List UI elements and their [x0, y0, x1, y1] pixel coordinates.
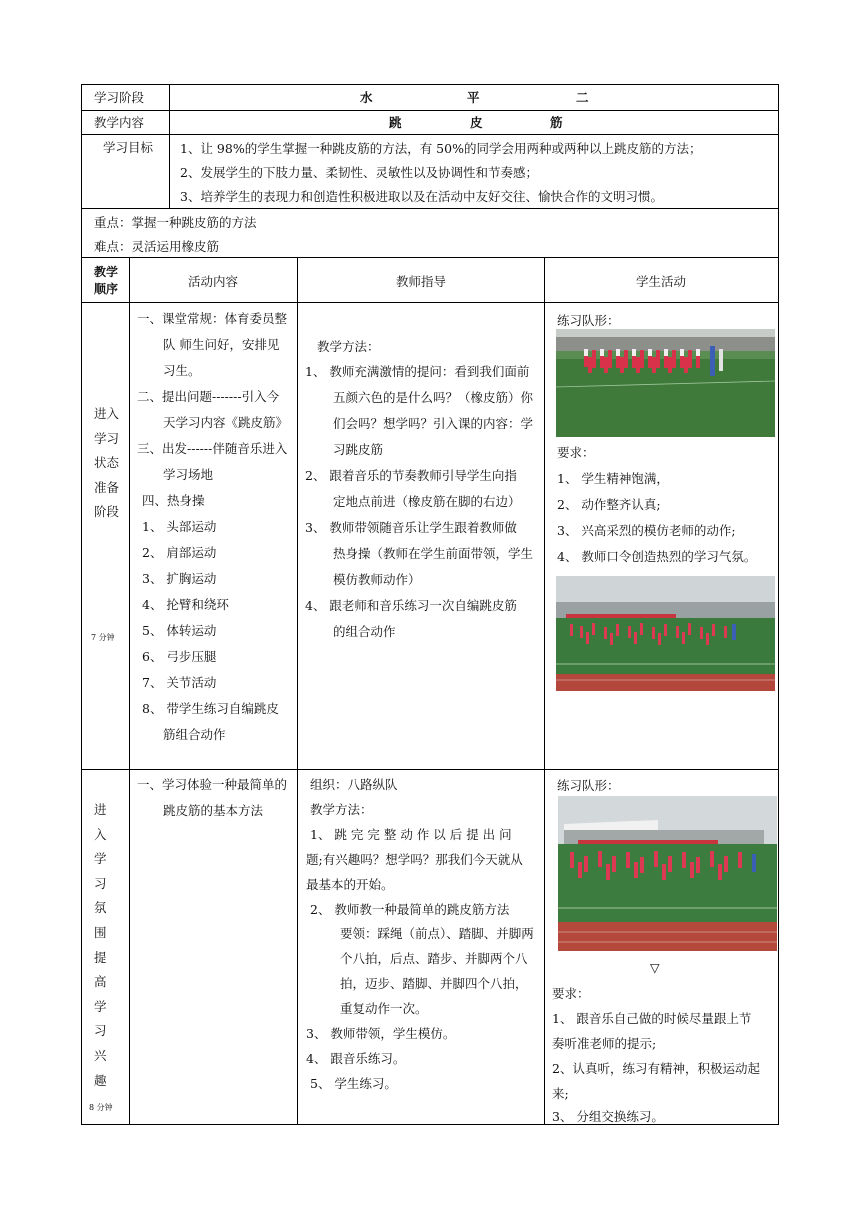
col-teacher: 教师指导 — [396, 274, 447, 289]
col-activity: 活动内容 — [188, 274, 239, 289]
section2-time: 8 分钟 — [89, 1103, 113, 1112]
section2-stage: 进 入 学 习 氛 围 提 高 学 习 兴 趣 — [94, 802, 107, 1088]
col-order-2: 顺序 — [94, 282, 119, 296]
students-practice-photo — [558, 796, 777, 951]
formation-mark: ▽ — [650, 960, 660, 975]
goal-2: 2、发展学生的下肢力量、柔韧性、灵敏性以及协调性和节奏感； — [180, 165, 538, 180]
content-value-3: 筋 — [550, 115, 563, 130]
col-student: 学生活动 — [636, 274, 687, 289]
goals-label: 学习目标 — [103, 140, 154, 155]
key-point: 重点：掌握一种跳皮筋的方法 — [94, 215, 257, 230]
stage-label: 学习阶段 — [94, 90, 145, 105]
stage-value-2: 平 — [467, 90, 480, 105]
goal-3: 3、培养学生的表现力和创造性积极进取以及在活动中友好交往、愉快合作的文明习惯。 — [180, 189, 663, 204]
content-label: 教学内容 — [94, 115, 145, 130]
col-order-1: 教学 — [94, 265, 119, 279]
lesson-plan-page: 学习阶段 水 平 二 教学内容 跳 皮 筋 学习目标 1、让 98%的学生掌握一种跳皮筋的方法，有 50%的同学会用两种或两种以上跳皮筋的方法； 2、发展学生的下肢力量、柔韧性、灵敏性以及协调性和节奏感； 3、培养学生的表现力和创造性积极进取以及在活动中友好交往、愉快合作的文明习惯。 重点：掌握一种跳皮筋的方法 难点：灵活运用橡皮筋 教学 顺序 活动内容 教师指导 学生活动 进入 学习 状态 准备 阶段 7 分钟 一、课堂常规：体育委员整 队 师生问好，安排见 习生。 二、提出问题-------引入今 天学习内容《跳皮筋》 三、出发------伴随音乐进入 学习场地 四、热身操 1、 头部运动 2、 肩部运动 3、 扩胸运动 4、 抡臂和绕环 5、 体转运动 6、 弓步压腿 7、 关节活动 8、 带学生练习自编跳皮 筋组合动作 教学方法： 1、 教师充满激情的提问：看到我们面前 五颜六色的是什么吗？（橡皮筋）你 们会吗？想学吗？引入课的内容：学 习跳皮筋 2、 跟着音乐的节奏教师引导学生向指 定地点前进（橡皮筋在脚的右边） 3、 教师带领随音乐让学生跟着教师做 热身操（教师在学生前面带领，学生 模仿教师动作） 4、 跟老师和音乐练习一次自编跳皮筋 的组合动作 练习队形： 要求： 1、 学生精神饱满， 2、 动作整齐认真; 3、 兴高采烈的模仿老师的动作; 4、 教师口令创造热烈的学习气氛。 进 入 学 习 氛 围 提 高 学 习 兴 趣 8 分钟 一、学习体验一种最简单的 跳皮筋的基本方法 组织：八路纵队 教学方法： 1、 跳 完 完 整 动 作 以 后 提 出 问 题;有兴趣吗？想学吗？那我们今天就从 最基本的开始。 2、 教师教一种最简单的跳皮筋方法 要领：踩绳（前点）、踏脚、并脚两 个八拍，后点、踏步、并脚两个八 拍，迈步、踏脚、并脚四个八拍， 重复动作一次。 3、 教师带领，学生模仿。 4、 跟音乐练习。 5、 学生练习。 练习队形： ▽ 要求： 1、 跟音乐自己做的时候尽量跟上节 奏听准老师的提示; 2、认真听，练习有精神，积极运动起 来; 3、 分组交换练习。 — [0, 0, 860, 1216]
stage-value-1: 水 — [360, 90, 373, 105]
content-value-2: 皮 — [470, 115, 483, 130]
section1-time: 7 分钟 — [91, 633, 115, 642]
students-lineup-photo — [556, 329, 775, 437]
goal-1: 1、让 98%的学生掌握一种跳皮筋的方法，有 50%的同学会用两种或两种以上跳皮筋的方法； — [180, 141, 702, 156]
content-value-1: 跳 — [389, 115, 402, 130]
difficult-point: 难点：灵活运用橡皮筋 — [94, 239, 220, 254]
stage-value-3: 二 — [576, 90, 589, 105]
students-exercise-photo — [556, 576, 775, 691]
section1-stage: 进入 学习 状态 准备 阶段 — [94, 406, 120, 520]
